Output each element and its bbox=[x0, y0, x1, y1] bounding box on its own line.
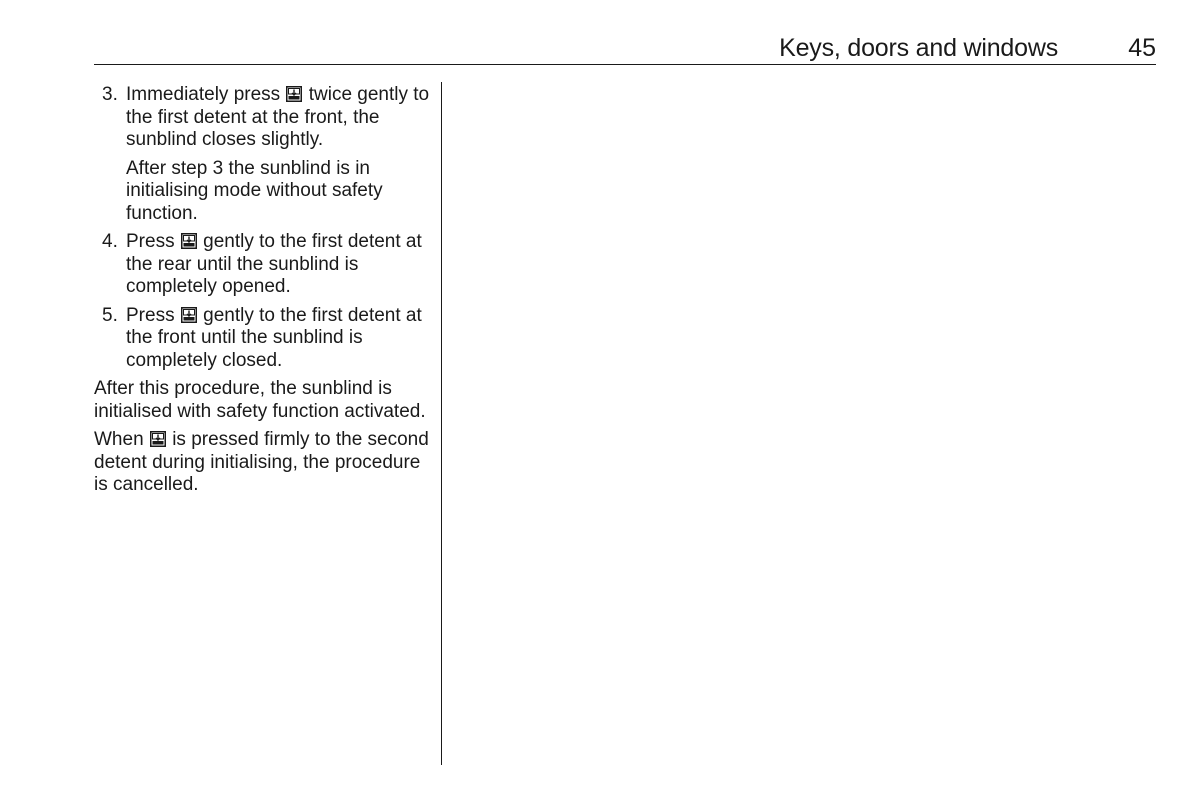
page-header bbox=[94, 30, 1156, 65]
step-3 bbox=[94, 84, 430, 225]
page-number: 45 bbox=[1128, 34, 1156, 62]
column-divider bbox=[441, 82, 442, 765]
step-number: 3. bbox=[102, 84, 118, 105]
step-text-end: twice gently to the first detent at the front, the sunblind closes slightly. bbox=[126, 84, 430, 150]
step-text bbox=[126, 84, 430, 152]
left-column bbox=[94, 84, 430, 503]
step-number: 4. bbox=[102, 231, 118, 252]
sunblind-switch-icon bbox=[181, 233, 197, 249]
step-5 bbox=[94, 305, 430, 373]
step-text-start: Press bbox=[126, 231, 175, 252]
result-paragraph: After this procedure, the sunblind is initialised with safety function activated. bbox=[94, 378, 426, 422]
step-text-start: Press bbox=[126, 304, 175, 326]
cancel-text-end: is pressed firmly to the second detent during initialising, the procedure is cancelled. bbox=[94, 429, 429, 495]
step-4 bbox=[94, 231, 430, 299]
sunblind-switch-icon bbox=[150, 431, 166, 447]
step-text bbox=[126, 231, 430, 299]
step-text-start: Immediately press bbox=[126, 84, 281, 105]
sunblind-switch-icon bbox=[286, 86, 302, 102]
step-note: After step 3 the sunblind is in initialising mode without safety function. bbox=[126, 157, 383, 224]
step-text-end: gently to the first detent at the rear until the sunblind is completely opened. bbox=[126, 231, 422, 297]
step-text-end: gently to the first detent at the front until the sunblind is completely closed. bbox=[126, 304, 422, 371]
section-title: Keys, doors and windows bbox=[779, 34, 1058, 62]
cancel-paragraph bbox=[94, 429, 430, 497]
sunblind-switch-icon bbox=[181, 307, 197, 323]
step-text bbox=[126, 305, 430, 373]
step-number: 5. bbox=[102, 304, 118, 326]
cancel-text-start: When bbox=[94, 429, 144, 450]
